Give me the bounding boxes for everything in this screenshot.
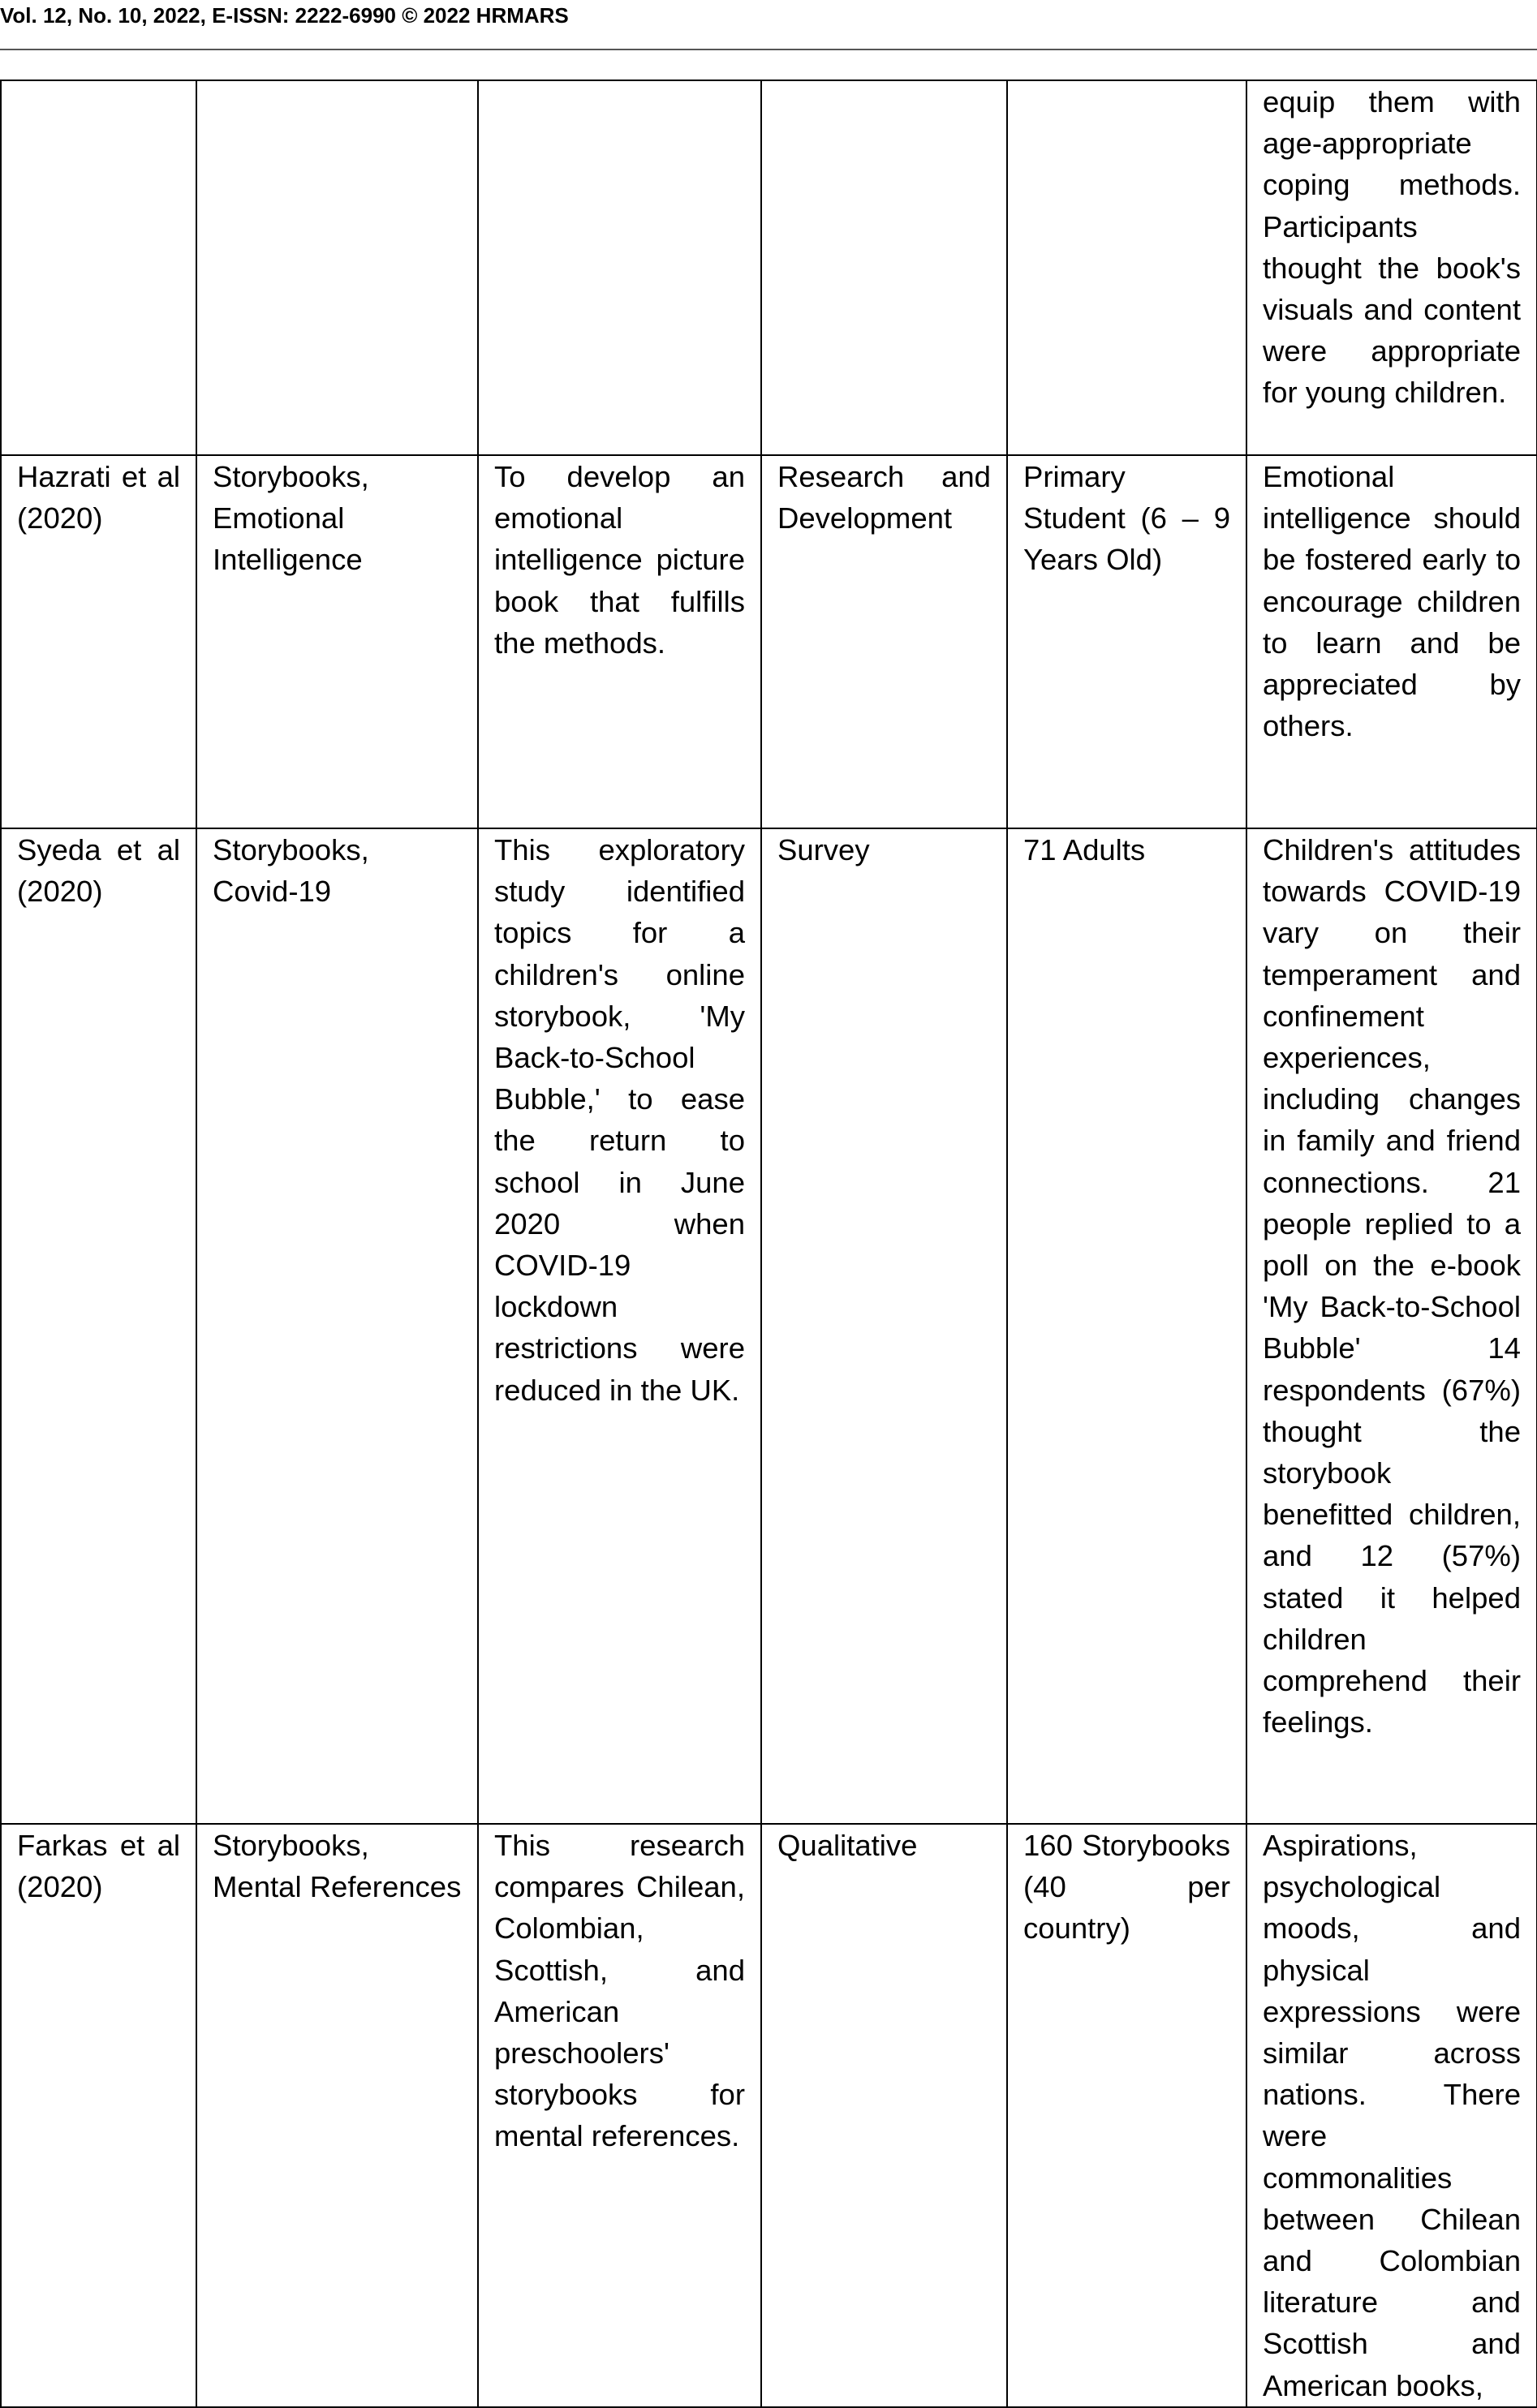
cell-objective: This exploratory study identified topics for a children's online storybook, 'My Back-to-School Bubble,' to ease the return to school in June 2020 when COVID-19 lockdown restrictions were reduced in the UK.: [478, 828, 761, 1824]
cell-method: Survey: [761, 828, 1007, 1824]
cell-author: Syeda et al (2020): [1, 828, 196, 1824]
table-row: [1, 828, 1537, 1824]
cell-objective: To develop an emotional intelligence picture book that fulfills the methods.: [478, 455, 761, 828]
cell-keywords: Storybooks, Mental References: [196, 1824, 478, 2407]
cell-findings: Children's attitudes towards COVID-19 vary on their temperament and confinement experiences, including changes in family and friend connections. 21 people replied to a poll on the e-book 'My Back-to-School Bubble' 14 respondents (67%) thought the storybook benefitted children, and 12 (57%) stated it helped children comprehend their feelings.: [1246, 828, 1537, 1824]
cell-method: [761, 80, 1007, 455]
cell-author: Hazrati et al (2020): [1, 455, 196, 828]
cell-sample: [1007, 80, 1246, 455]
table-row: [1, 80, 1537, 455]
table-row: [1, 455, 1537, 828]
cell-author: Farkas et al (2020): [1, 1824, 196, 2407]
cell-keywords: Storybooks, Covid-19: [196, 828, 478, 1824]
literature-review-table: [0, 80, 1537, 2408]
cell-author: [1, 80, 196, 455]
cell-findings: equip them with age-appropriate coping methods. Participants thought the book's visuals and content were appropriate for young children.: [1246, 80, 1537, 455]
cell-method: Qualitative: [761, 1824, 1007, 2407]
cell-keywords: Storybooks, Emotional Intelligence: [196, 455, 478, 828]
cell-findings: Aspirations, psychological moods, and physical expressions were similar across nations. There were commonalities between Chilean and Colombian literature and Scottish and American books,: [1246, 1824, 1537, 2407]
cell-method: Research and Development: [761, 455, 1007, 828]
cell-objective: [478, 80, 761, 455]
cell-findings: Emotional intelligence should be fostered early to encourage children to learn and be appreciated by others.: [1246, 455, 1537, 828]
cell-sample: Primary Student (6 – 9 Years Old): [1007, 455, 1246, 828]
cell-sample: 160 Storybooks (40 per country): [1007, 1824, 1246, 2407]
cell-keywords: [196, 80, 478, 455]
cell-objective: This research compares Chilean, Colombian, Scottish, and American preschoolers' storybooks for mental references.: [478, 1824, 761, 2407]
header-rule: [0, 49, 1537, 50]
table-row: [1, 1824, 1537, 2407]
cell-sample: 71 Adults: [1007, 828, 1246, 1824]
running-header: Vol. 12, No. 10, 2022, E-ISSN: 2222-6990 © 2022 HRMARS: [0, 3, 569, 28]
